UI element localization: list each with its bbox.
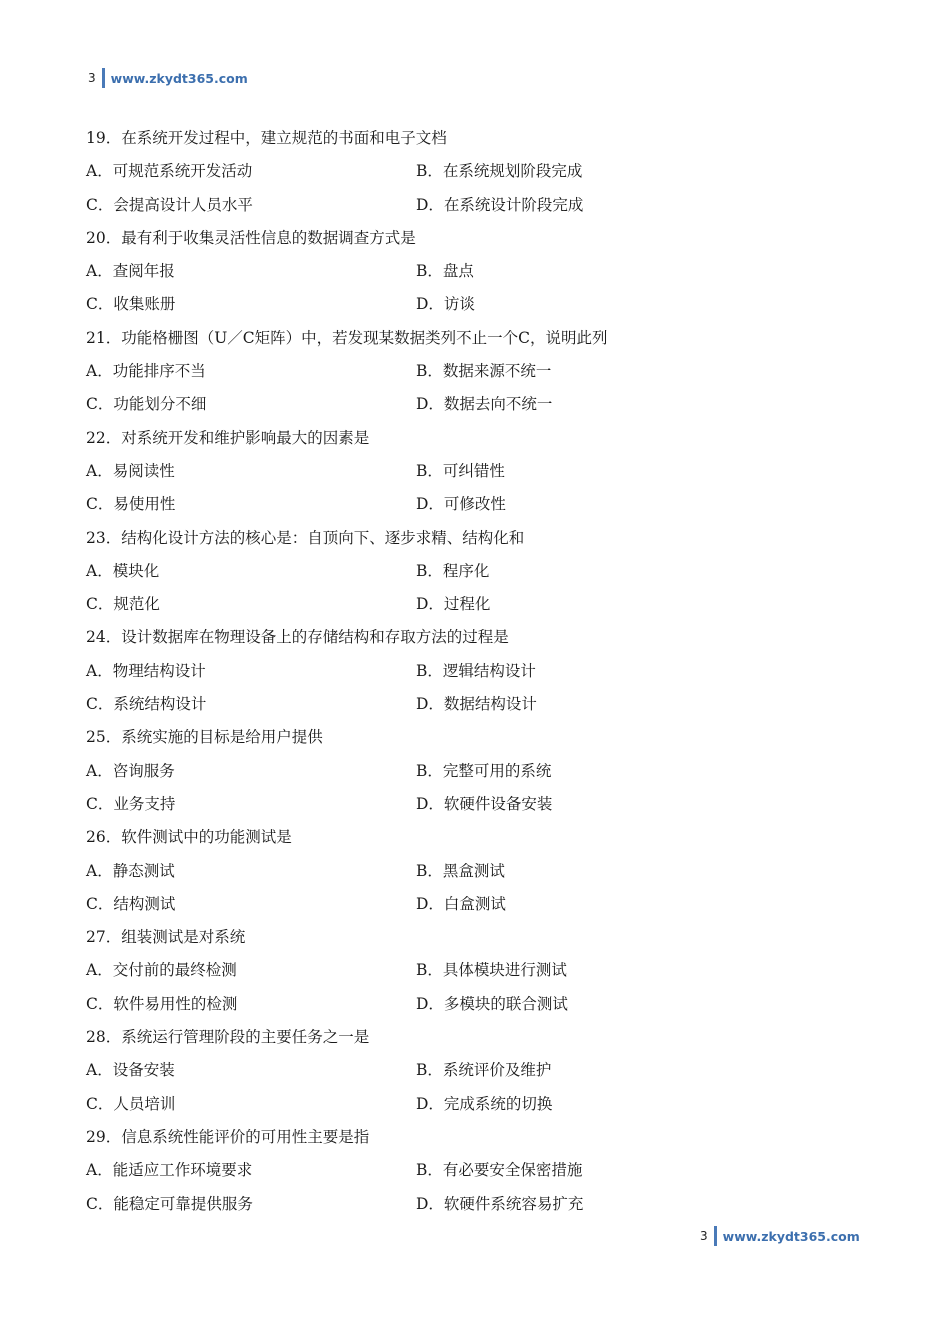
answer-option: B．盘点 <box>416 262 474 281</box>
question-block <box>86 322 866 422</box>
option-row <box>86 1188 866 1221</box>
option-row <box>86 488 866 521</box>
header-divider <box>102 68 105 88</box>
page-number: 3 <box>700 1229 708 1243</box>
option-row <box>86 588 866 621</box>
answer-option: A．能适应工作环境要求 <box>86 1161 253 1180</box>
answer-option: B．黑盒测试 <box>416 861 505 880</box>
site-url: www.zkydt365.com <box>722 1228 860 1244</box>
answer-option: A．功能排序不当 <box>86 362 206 381</box>
option-row <box>86 288 866 321</box>
answer-option: B．数据来源不统一 <box>416 362 552 381</box>
answer-option: A．静态测试 <box>86 861 175 880</box>
option-row <box>86 888 866 921</box>
answer-option: B．有必要安全保密措施 <box>416 1161 583 1180</box>
answer-option: C．功能划分不细 <box>86 395 207 414</box>
answer-option: B．具体模块进行测试 <box>416 961 567 980</box>
question-block <box>86 1121 866 1221</box>
option-row <box>86 855 866 888</box>
answer-option: A．物理结构设计 <box>86 661 206 680</box>
option-row <box>86 1054 866 1087</box>
option-row <box>86 1154 866 1187</box>
option-row <box>86 189 866 222</box>
option-row <box>86 455 866 488</box>
answer-option: D．访谈 <box>416 295 475 314</box>
answer-option: C．结构测试 <box>86 894 176 913</box>
answer-option: D．软硬件设备安装 <box>416 794 553 813</box>
answer-option: B．逻辑结构设计 <box>416 661 536 680</box>
question-list <box>86 122 866 1221</box>
question-block <box>86 721 866 821</box>
option-row <box>86 954 866 987</box>
option-row <box>86 555 866 588</box>
option-row <box>86 988 866 1021</box>
answer-option: C．软件易用性的检测 <box>86 994 238 1013</box>
answer-option: A．模块化 <box>86 561 160 580</box>
answer-option: C．规范化 <box>86 595 160 614</box>
answer-option: A．可规范系统开发活动 <box>86 162 253 181</box>
question-title: 25．系统实施的目标是给用户提供 <box>86 728 323 747</box>
question-title: 27．组装测试是对系统 <box>86 928 246 947</box>
answer-option: D．可修改性 <box>416 495 506 514</box>
answer-option: D．软硬件系统容易扩充 <box>416 1194 584 1213</box>
option-row <box>86 655 866 688</box>
answer-option: C．能稳定可靠提供服务 <box>86 1194 253 1213</box>
answer-option: D．数据结构设计 <box>416 695 537 714</box>
page-number: 3 <box>88 71 96 85</box>
answer-option: D．完成系统的切换 <box>416 1094 553 1113</box>
question-block <box>86 821 866 921</box>
option-row <box>86 355 866 388</box>
answer-option: D．在系统设计阶段完成 <box>416 195 584 214</box>
answer-option: A．咨询服务 <box>86 761 175 780</box>
option-row <box>86 788 866 821</box>
answer-option: A．查阅年报 <box>86 262 175 281</box>
question-block <box>86 1021 866 1121</box>
question-title: 21．功能格栅图（U／C矩阵）中，若发现某数据类列不止一个C，说明此列 <box>86 328 608 347</box>
answer-option: B．完整可用的系统 <box>416 761 552 780</box>
question-block <box>86 522 866 622</box>
question-block <box>86 422 866 522</box>
option-row <box>86 388 866 421</box>
question-title: 20．最有利于收集灵活性信息的数据调查方式是 <box>86 228 416 247</box>
question-block <box>86 122 866 222</box>
answer-option: D．过程化 <box>416 595 491 614</box>
answer-option: B．程序化 <box>416 561 490 580</box>
answer-option: D．多模块的联合测试 <box>416 994 568 1013</box>
page-header <box>88 68 248 88</box>
answer-option: D．白盒测试 <box>416 894 506 913</box>
answer-option: C．业务支持 <box>86 794 176 813</box>
question-title: 29．信息系统性能评价的可用性主要是指 <box>86 1127 370 1146</box>
answer-option: C．易使用性 <box>86 495 176 514</box>
option-row <box>86 1088 866 1121</box>
question-block <box>86 621 866 721</box>
answer-option: A．易阅读性 <box>86 461 175 480</box>
answer-option: C．会提高设计人员水平 <box>86 195 253 214</box>
question-title: 22．对系统开发和维护影响最大的因素是 <box>86 428 370 447</box>
answer-option: C．系统结构设计 <box>86 695 207 714</box>
answer-option: C．收集账册 <box>86 295 176 314</box>
answer-option: B．可纠错性 <box>416 461 505 480</box>
question-title: 19．在系统开发过程中，建立规范的书面和电子文档 <box>86 129 447 147</box>
option-row <box>86 688 866 721</box>
question-block <box>86 921 866 1021</box>
option-row <box>86 155 866 188</box>
question-title: 23．结构化设计方法的核心是：自顶向下、逐步求精、结构化和 <box>86 528 525 547</box>
question-block <box>86 222 866 322</box>
footer-divider <box>714 1226 717 1246</box>
answer-option: B．在系统规划阶段完成 <box>416 162 583 181</box>
site-url: www.zkydt365.com <box>110 70 248 86</box>
answer-option: C．人员培训 <box>86 1094 176 1113</box>
page-footer <box>700 1226 860 1246</box>
answer-option: A．设备安装 <box>86 1061 175 1080</box>
question-title: 24．设计数据库在物理设备上的存储结构和存取方法的过程是 <box>86 628 509 647</box>
answer-option: D．数据去向不统一 <box>416 395 553 414</box>
option-row <box>86 755 866 788</box>
question-title: 26．软件测试中的功能测试是 <box>86 828 292 847</box>
option-row <box>86 255 866 288</box>
answer-option: B．系统评价及维护 <box>416 1061 552 1080</box>
answer-option: A．交付前的最终检测 <box>86 961 237 980</box>
question-title: 28．系统运行管理阶段的主要任务之一是 <box>86 1028 370 1047</box>
